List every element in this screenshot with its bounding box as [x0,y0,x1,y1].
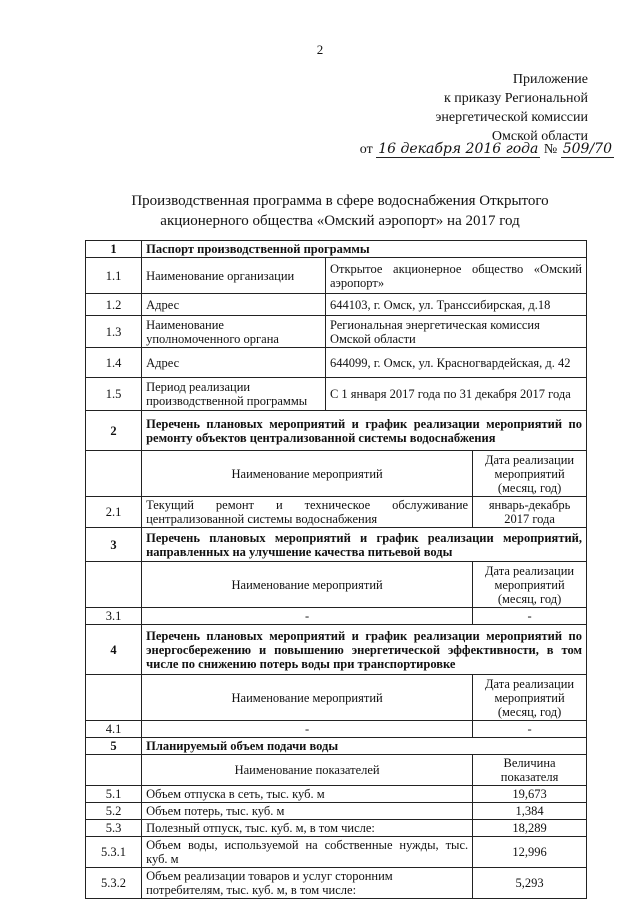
row-value: 1,384 [473,803,587,820]
section-heading: Планируемый объем подачи воды [142,738,587,755]
column-header-row [86,562,587,608]
row-name: Объем отпуска в сеть, тыс. куб. м [142,786,473,803]
section-4-header [86,625,587,675]
row-value: Открытое акционерное общество «Омский аэропорт» [325,258,586,294]
row-label: Период реализации производственной программы [142,378,326,411]
row-value: 644099, г. Омск, ул. Красногвардейская, д. 42 [325,348,586,378]
production-program-table [85,240,587,899]
table-row [86,378,587,411]
section-number: 4 [86,625,142,675]
row-name: Текущий ремонт и техническое обслуживание централизованной системы водоснабжения [142,497,473,528]
appendix-line-4: Омской области [491,129,588,144]
row-number: 1.1 [86,258,142,294]
table-row [86,497,587,528]
column-header-name: Наименование мероприятий [142,675,473,721]
handwritten-number: 509/70 [562,141,612,157]
row-value: 18,289 [473,820,587,837]
from-label: от [359,142,373,157]
column-header-date: Дата реализации мероприятий (месяц, год) [473,675,587,721]
appendix-line-2: к приказу Региональной [443,91,588,106]
row-name: - [142,608,473,625]
section-1-header [86,241,587,258]
table-row [86,786,587,803]
table-row [86,316,587,348]
row-label: Наименование уполномоченного органа [142,316,326,348]
row-value: 5,293 [473,868,587,899]
column-header-row [86,675,587,721]
row-number: 5.2 [86,803,142,820]
table-row [86,258,587,294]
empty-cell [86,755,142,786]
document-title [70,191,610,231]
row-number: 5.1 [86,786,142,803]
row-name: Объем потерь, тыс. куб. м [142,803,473,820]
row-number: 2.1 [86,497,142,528]
table-row [86,868,587,899]
table-row [86,721,587,738]
row-number: 4.1 [86,721,142,738]
table-row [86,837,587,868]
section-2-header [86,411,587,451]
column-header-name: Наименование мероприятий [142,451,473,497]
title-line-1: Производственная программа в сфере водоснабжения Открытого [131,193,549,209]
empty-cell [86,675,142,721]
column-header-row [86,755,587,786]
table-row [86,803,587,820]
handwritten-date: 16 декабря 2016 года [378,141,539,157]
column-header-date: Дата реализации мероприятий (месяц, год) [473,451,587,497]
row-label: Адрес [142,294,326,316]
table-row [86,294,587,316]
row-number: 3.1 [86,608,142,625]
order-date-line [360,141,614,158]
row-name: - [142,721,473,738]
table-row [86,608,587,625]
section-number: 3 [86,528,142,562]
row-name: Объем реализации товаров и услуг сторонним потребителям, тыс. куб. м, в том числе: [142,868,473,899]
row-number: 5.3.1 [86,837,142,868]
appendix-block [435,70,588,146]
row-date: январь-декабрь 2017 года [473,497,587,528]
column-header-name: Наименование мероприятий [142,562,473,608]
column-header-row [86,451,587,497]
row-number: 5.3 [86,820,142,837]
section-heading: Паспорт производственной программы [142,241,587,258]
row-name: Полезный отпуск, тыс. куб. м, в том числе: [142,820,473,837]
number-label: № [543,142,558,157]
empty-cell [86,562,142,608]
section-3-header [86,528,587,562]
row-value: 12,996 [473,837,587,868]
section-number: 1 [86,241,142,258]
row-value: Региональная энергетическая комиссия Омской области [325,316,586,348]
appendix-line-3: энергетической комиссии [435,110,588,125]
title-line-2: акционерного общества «Омский аэропорт» на 2017 год [160,213,520,229]
table-row [86,820,587,837]
row-name: Объем воды, используемой на собственные нужды, тыс. куб. м [142,837,473,868]
section-heading: Перечень плановых мероприятий и график реализации мероприятий по энергосбережению и повышению энергетической эффективности, в том числе по снижению потерь воды при транспортировке [142,625,587,675]
row-number: 1.3 [86,316,142,348]
column-header-date: Дата реализации мероприятий (месяц, год) [473,562,587,608]
empty-cell [86,451,142,497]
row-label: Адрес [142,348,326,378]
row-date: - [473,608,587,625]
row-number: 1.5 [86,378,142,411]
section-heading: Перечень плановых мероприятий и график реализации мероприятий по ремонту объектов централизованной системы водоснабжения [142,411,587,451]
table-row [86,348,587,378]
section-number: 2 [86,411,142,451]
section-5-header [86,738,587,755]
page-number: 2 [316,42,324,57]
row-number: 5.3.2 [86,868,142,899]
section-number: 5 [86,738,142,755]
row-value: 644103, г. Омск, ул. Транссибирская, д.18 [325,294,586,316]
section-heading: Перечень плановых мероприятий и график реализации мероприятий, направленных на улучшение качества питьевой воды [142,528,587,562]
row-number: 1.2 [86,294,142,316]
column-header-value: Величина показателя [473,755,587,786]
appendix-line-1: Приложение [512,72,588,87]
row-date: - [473,721,587,738]
row-label: Наименование организации [142,258,326,294]
row-number: 1.4 [86,348,142,378]
row-value: 19,673 [473,786,587,803]
row-value: С 1 января 2017 года по 31 декабря 2017 года [325,378,586,411]
column-header-name: Наименование показателей [142,755,473,786]
